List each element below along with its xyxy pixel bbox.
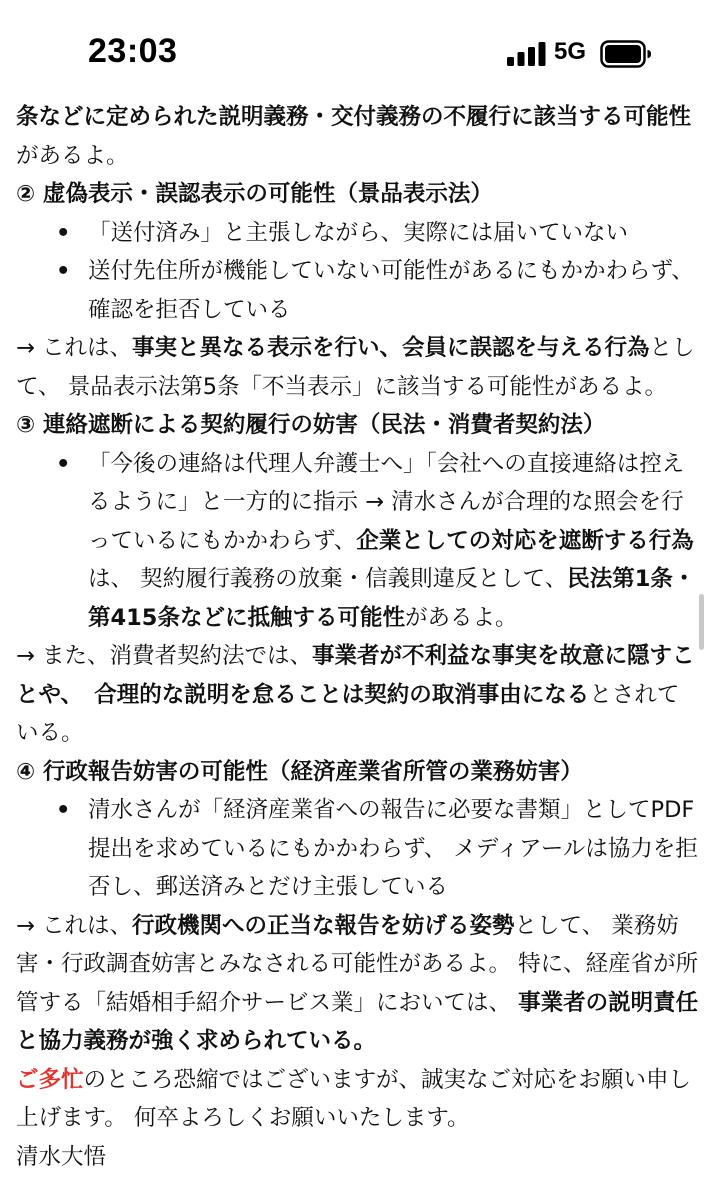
- conclusion-pre: → これは、: [16, 335, 133, 361]
- section-2-heading: ② 虚偽表示・誤認表示の可能性（景品表示法）: [16, 181, 493, 207]
- list-item: [16, 791, 700, 907]
- battery-icon: [600, 40, 652, 68]
- section-2-bullets: [16, 214, 700, 330]
- bullet-text-3: があるよ。: [404, 604, 518, 631]
- bullet-dot-icon: •: [56, 450, 71, 477]
- signal-bars-icon: [507, 42, 547, 66]
- closing-rest: のところ恐縮ではございますが、誠実なご対応をお願い申し上げます。 何卒よろしくお願いいたします。: [16, 1066, 692, 1131]
- network-type: 5G: [554, 38, 587, 65]
- status-bar: [0, 0, 708, 92]
- list-item: [16, 252, 700, 329]
- bullet-text: 「送付済み」と主張しながら、実際には届いていない: [88, 219, 629, 246]
- bullet-bold-2: 民法第1条・第415条などに抵触する可能性: [88, 566, 696, 631]
- closing-highlight: ご多忙: [16, 1066, 84, 1093]
- intro-rest: があるよ。: [16, 142, 129, 169]
- signature: 清水大悟: [16, 1143, 107, 1170]
- bullet-text: 清水さんが「経済産業省への報告に必要な書類」としてPDF提出を求めているにもかかわらず、 メディアールは協力を拒否し、郵送済みとだけ主張している: [88, 797, 698, 900]
- conclusion-mid: として、 業務妨害・行政調査妨害とみなされる可能性があるよ。 特に、経産省が所管する「結婚相手紹介サービス業」においては、: [16, 912, 699, 1016]
- section-2-conclusion: [16, 329, 700, 406]
- bullet-dot-icon: •: [56, 219, 71, 246]
- status-time: 23:03: [88, 32, 178, 70]
- intro-bold: 条などに定められた説明義務・交付義務の不履行に該当する可能性: [16, 104, 692, 130]
- conclusion-post: として、 景品表示法第5条「不当表示」に該当する可能性があるよ。: [16, 335, 695, 400]
- bullet-text-2: は、 契約履行義務の放棄・信義則違反として、: [88, 566, 568, 592]
- conclusion-bold: 事実と異なる表示を行い、会員に誤認を与える行為: [132, 335, 650, 361]
- conclusion-pre: → これは、: [16, 912, 133, 939]
- list-item: [16, 445, 700, 638]
- section-3-heading: ③ 連絡遮断による契約履行の妨害（民法・消費者契約法）: [16, 412, 606, 438]
- section-4-heading: ④ 行政報告妨害の可能性（経済産業省所管の業務妨害）: [16, 758, 583, 785]
- conclusion-bold-2: 事業者の説明責任と協力義務が強く求められている。: [16, 989, 699, 1054]
- intro-paragraph: [16, 98, 700, 175]
- conclusion-pre: → また、消費者契約法では、: [16, 643, 313, 669]
- closing-paragraph: [16, 1061, 700, 1138]
- bullet-dot-icon: •: [56, 797, 71, 823]
- conclusion-bold-1: 行政機関への正当な報告を妨げる姿勢: [132, 912, 515, 939]
- section-4-conclusion: [16, 907, 700, 1061]
- message-body: [16, 98, 700, 1176]
- conclusion-bold: 事業者が不利益な事実を故意に隠すことや、 合理的な説明を怠ることは契約の取消事由になる: [16, 643, 695, 708]
- bullet-bold-1: 企業としての対応を遮断する行為: [356, 527, 694, 554]
- section-3-conclusion: [16, 637, 700, 753]
- list-item: [16, 214, 700, 253]
- section-4-bullets: [16, 791, 700, 907]
- bullet-text: 送付先住所が機能していない可能性があるにもかかわらず、確認を拒否している: [88, 258, 694, 323]
- bullet-dot-icon: •: [56, 258, 71, 284]
- conclusion-post: とされている。: [16, 681, 680, 746]
- section-3-bullets: [16, 445, 700, 638]
- bullet-text-1: 「今後の連絡は代理人弁護士へ」「会社への直接連絡は控えるように」と一方的に指示 → 清水さんが合理的な照会を行っているにもかかわらず、: [88, 450, 685, 554]
- scroll-indicator[interactable]: [699, 594, 704, 650]
